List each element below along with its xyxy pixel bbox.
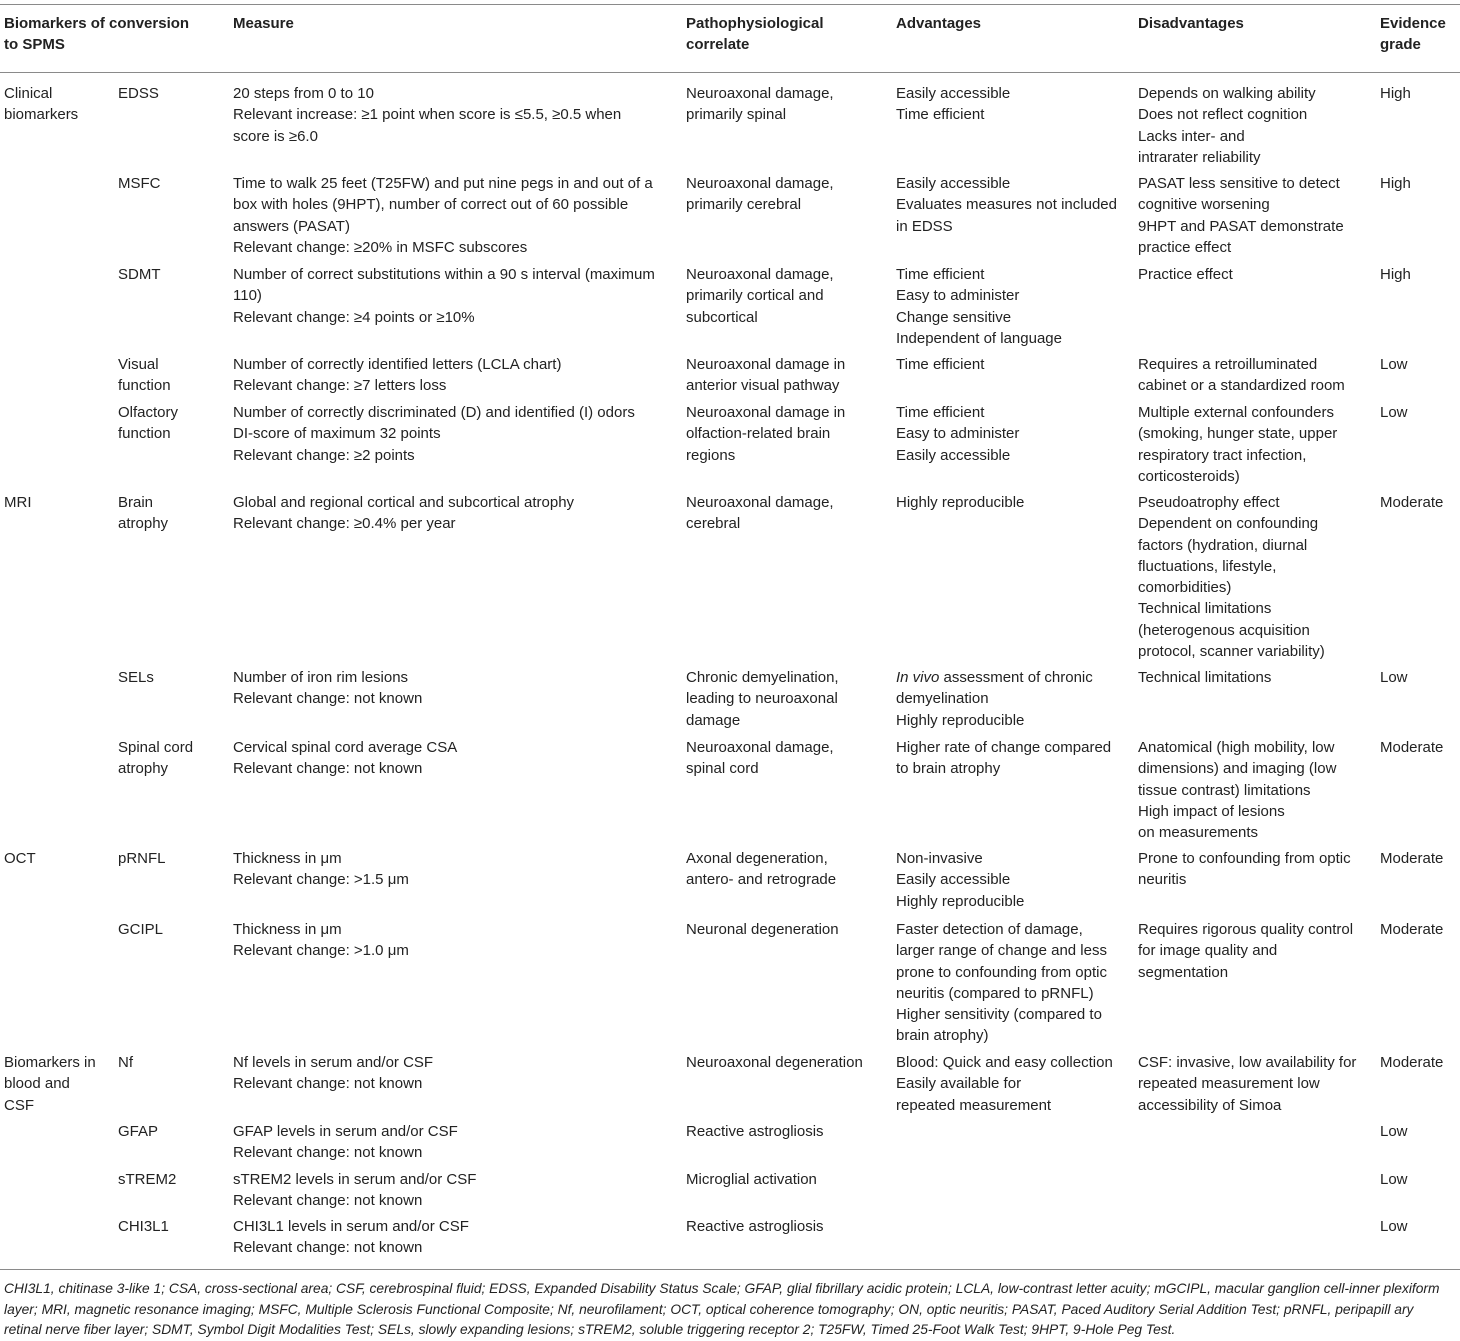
header-measure: Measure <box>233 15 294 32</box>
advantages-cell: Faster detection of damage, larger range of change and less prone to confounding from optic neuritis (compared to pRNFL) Higher sensitivity (compared to brain atrophy) <box>896 921 1107 1045</box>
measure-cell: Cervical spinal cord average CSA Relevant change: not known <box>233 739 458 778</box>
biomarker-name: Spinal cord atrophy <box>118 739 194 778</box>
row-category: Clinical biomarkers <box>4 85 79 124</box>
header-evidence-grade: Evidence grade <box>1380 15 1446 54</box>
biomarker-name: EDSS <box>118 85 159 102</box>
correlate-cell: Neuroaxonal damage, primarily spinal <box>686 85 834 124</box>
evidence-grade-cell: Low <box>1380 404 1408 421</box>
header-disadvantages: Disadvantages <box>1138 15 1244 32</box>
evidence-grade-cell: High <box>1380 85 1411 102</box>
correlate-cell: Reactive astrogliosis <box>686 1123 824 1140</box>
biomarker-name: pRNFL <box>118 850 166 867</box>
correlate-cell: Neuroaxonal damage, primarily cerebral <box>686 175 834 214</box>
evidence-grade-cell: Moderate <box>1380 739 1444 756</box>
evidence-grade-cell: Moderate <box>1380 1054 1444 1071</box>
biomarker-name: sTREM2 <box>118 1171 177 1188</box>
biomarker-name: Olfactory function <box>118 404 179 443</box>
correlate-cell: Microglial activation <box>686 1171 817 1188</box>
evidence-grade-cell: Low <box>1380 669 1408 686</box>
disadvantages-cell: Prone to confounding from optic neuritis <box>1138 850 1351 889</box>
measure-cell: Number of correctly discriminated (D) and identified (I) odors DI-score of maximum 32 points Relevant change: ≥2 points <box>233 404 635 464</box>
disadvantages-cell: Multiple external confounders (smoking, hunger state, upper respiratory tract infection, corticosteroids) <box>1138 404 1338 485</box>
correlate-cell: Neuroaxonal damage, spinal cord <box>686 739 834 778</box>
header-pathophysiological-correlate: Pathophysiological correlate <box>686 15 824 54</box>
row-category: OCT <box>4 850 36 867</box>
disadvantages-cell: Requires rigorous quality control for image quality and segmentation <box>1138 921 1354 981</box>
evidence-grade-cell: Moderate <box>1380 921 1444 938</box>
biomarker-name: GCIPL <box>118 921 164 938</box>
measure-cell: sTREM2 levels in serum and/or CSF Relevant change: not known <box>233 1171 477 1210</box>
biomarker-name: MSFC <box>118 175 161 192</box>
correlate-cell: Chronic demyelination, leading to neuroaxonal damage <box>686 669 839 729</box>
correlate-cell: Reactive astrogliosis <box>686 1218 824 1235</box>
measure-cell: Number of correctly identified letters (LCLA chart) Relevant change: ≥7 letters loss <box>233 356 562 395</box>
advantages-cell: Non-invasive Easily accessible Highly reproducible <box>896 850 1025 910</box>
measure-cell: Time to walk 25 feet (T25FW) and put nine pegs in and out of a box with holes (9HPT), number of correct out of 60 possible answers (PASAT) Relevant change: ≥20% in MSFC subscores <box>233 175 653 256</box>
evidence-grade-cell: Moderate <box>1380 494 1444 511</box>
evidence-grade-cell: Low <box>1380 1171 1408 1188</box>
correlate-cell: Neuroaxonal degeneration <box>686 1054 863 1071</box>
correlate-cell: Axonal degeneration, antero- and retrograde <box>686 850 837 889</box>
evidence-grade-cell: Low <box>1380 1218 1408 1235</box>
advantages-cell: Time efficient Easy to administer Easily accessible <box>896 404 1020 464</box>
disadvantages-cell: Technical limitations <box>1138 669 1272 686</box>
table-bottom-rule <box>0 1269 1460 1270</box>
biomarker-name: SDMT <box>118 266 161 283</box>
evidence-grade-cell: High <box>1380 175 1411 192</box>
row-category: Biomarkers in blood and CSF <box>4 1054 96 1114</box>
measure-cell: GFAP levels in serum and/or CSF Relevant change: not known <box>233 1123 458 1162</box>
measure-cell: Thickness in μm Relevant change: >1.0 μm <box>233 921 409 960</box>
measure-cell: Number of correct substitutions within a 90 s interval (maximum 110) Relevant change: ≥4 points or ≥10% <box>233 266 655 326</box>
evidence-grade-cell: High <box>1380 266 1411 283</box>
evidence-grade-cell: Low <box>1380 1123 1408 1140</box>
table-header <box>0 0 1460 72</box>
disadvantages-cell: Anatomical (high mobility, low dimensions) and imaging (low tissue contrast) limitations High impact of lesions on measurements <box>1138 739 1337 842</box>
correlate-cell: Neuroaxonal damage, primarily cortical and subcortical <box>686 266 834 326</box>
disadvantages-cell: Requires a retroilluminated cabinet or a standardized room <box>1138 356 1345 395</box>
biomarker-name: SELs <box>118 669 154 686</box>
advantages-cell: Highly reproducible <box>896 494 1025 511</box>
advantages-cell: Time efficient Easy to administer Change sensitive Independent of language <box>896 266 1062 347</box>
measure-cell: 20 steps from 0 to 10 Relevant increase: ≥1 point when score is ≤5.5, ≥0.5 when score is ≥6.0 <box>233 85 622 145</box>
measure-cell: Nf levels in serum and/or CSF Relevant change: not known <box>233 1054 434 1093</box>
disadvantages-cell: Pseudoatrophy effect Dependent on confounding factors (hydration, diurnal fluctuations, lifestyle, comorbidities) Technical limitations (heterogenous acquisition protocol, scanner variability) <box>1138 494 1325 661</box>
evidence-grade-cell: Moderate <box>1380 850 1444 867</box>
biomarker-name: Nf <box>118 1054 133 1071</box>
advantages-cell: Easily accessible Evaluates measures not included in EDSS <box>896 175 1117 235</box>
correlate-cell: Neuroaxonal damage in anterior visual pathway <box>686 356 846 395</box>
measure-cell: Global and regional cortical and subcortical atrophy Relevant change: ≥0.4% per year <box>233 494 575 533</box>
advantages-cell: Easily accessible Time efficient <box>896 85 1011 124</box>
biomarker-name: Visual function <box>118 356 171 395</box>
biomarker-name: CHI3L1 <box>118 1218 169 1235</box>
measure-cell: Thickness in μm Relevant change: >1.5 μm <box>233 850 409 889</box>
advantages-cell: Higher rate of change compared to brain atrophy <box>896 739 1112 778</box>
disadvantages-cell: PASAT less sensitive to detect cognitive worsening 9HPT and PASAT demonstrate practice effect <box>1138 175 1344 256</box>
header-biomarkers: Biomarkers of conversion to SPMS <box>4 15 190 54</box>
table-footnote: CHI3L1, chitinase 3-like 1; CSA, cross-sectional area; CSF, cerebrospinal fluid; EDSS, Expanded Disability Status Scale; GFAP, glial fibrillary acidic protein; LCLA, low-contrast letter acuity; mGCIPL, macular ganglion cell-inner plexiform layer; MRI, magnetic resonance imaging; MSFC, Multiple Sclerosis Functional Composite; Nf, neurofilament; OCT, optical coherence tomography; ON, optic neuritis; PASAT, Paced Auditory Serial Addition Test; pRNFL, peripapill ary retinal nerve fiber layer; SDMT, Symbol Digit Modalities Test; SELs, slowly expanding lesions; sTREM2, soluble triggering receptor 2; T25FW, Timed 25-Foot Walk Test; 9HPT, 9-Hole Peg Test. <box>4 1281 1440 1337</box>
measure-cell: Number of iron rim lesions Relevant change: not known <box>233 669 423 708</box>
advantages-cell: Blood: Quick and easy collection Easily available for repeated measurement <box>896 1054 1113 1114</box>
advantages-cell: Time efficient <box>896 356 985 373</box>
row-category: MRI <box>4 494 32 511</box>
header-bottom-rule <box>0 72 1460 73</box>
advantages-cell: In vivo assessment of chronic demyelination Highly reproducible <box>896 669 1093 729</box>
evidence-grade-cell: Low <box>1380 356 1408 373</box>
correlate-cell: Neuroaxonal damage in olfaction-related brain regions <box>686 404 846 464</box>
disadvantages-cell: Depends on walking ability Does not reflect cognition Lacks inter- and intrarater reliability <box>1138 85 1316 166</box>
measure-cell: CHI3L1 levels in serum and/or CSF Relevant change: not known <box>233 1218 469 1257</box>
disadvantages-cell: Practice effect <box>1138 266 1233 283</box>
header-advantages: Advantages <box>896 15 982 32</box>
disadvantages-cell: CSF: invasive, low availability for repeated measurement low accessibility of Simoa <box>1138 1054 1357 1114</box>
biomarker-name: Brain atrophy <box>118 494 169 533</box>
correlate-cell: Neuroaxonal damage, cerebral <box>686 494 834 533</box>
biomarker-name: GFAP <box>118 1123 159 1140</box>
correlate-cell: Neuronal degeneration <box>686 921 839 938</box>
